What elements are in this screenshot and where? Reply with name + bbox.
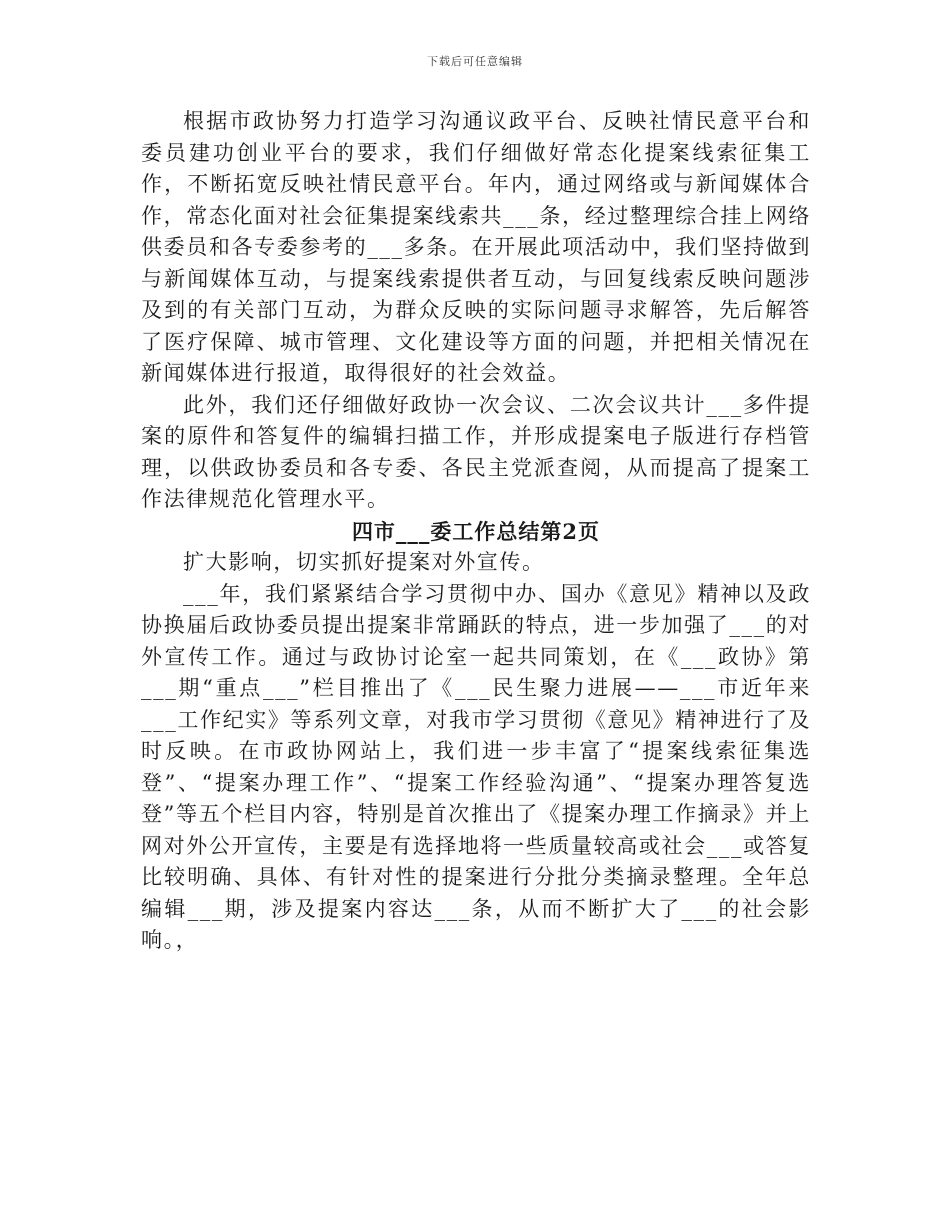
paragraph-proposal-clues: 根据市政协努力打造学习沟通议政平台、反映社情民意平台和委员建功创业平台的要求，我们仔细做好常态化提案线索征集工作，不断拓宽反映社情民意平台。年内，通过网络或与新闻媒体合作，常态化面对社会征集提案线索共___条，经过整理综合挂上网络供委员和各专委参考的___多条。在开展此项活动中，我们坚持做到与新闻媒体互动，与提案线索提供者互动，与回复线索反映问题涉及到的有关部门互动，为群众反映的实际问题寻求解答，先后解答了医疗保障、城市管理、文化建设等方面的问题，并把相关情况在新闻媒体进行报道，取得很好的社会效益。: [141, 109, 811, 385]
paragraph-publicity-heading: 扩大影响，切实抓好提案对外宣传。: [183, 550, 545, 574]
page-header: 下载后可任意编辑: [427, 55, 523, 68]
document-body: [141, 106, 811, 957]
section-title: 四市___委工作总结第2页: [351, 518, 601, 544]
paragraph-scanning-archive: 此外，我们还仔细做好政协一次会议、二次会议共计___多件提案的原件和答复件的编辑扫描工作，并形成提案电子版进行存档管理，以供政协委员和各专委、各民主党派查阅，从而提高了提案工作法律规范化管理水平。: [141, 392, 811, 511]
paragraph-publicity-work: ___年，我们紧紧结合学习贯彻中办、国办《意见》精神以及政协换届后政协委员提出提案非常踊跃的特点，进一步加强了___的对外宣传工作。通过与政协讨论室一起共同策划，在《___政协》第___期“重点___”栏目推出了《___民生聚力进展——___市近年来___工作纪实》等系列文章，对我市学习贯彻《意见》精神进行了及时反映。在市政协网站上，我们进一步丰富了“提案线索征集选登”、“提案办理工作”、“提案工作经验沟通”、“提案办理答复选登”等五个栏目内容，特别是首次推出了《提案办理工作摘录》并上网对外公开宣传，主要是有选择地将一些质量较高或社会___或答复比较明确、具体、有针对性的提案进行分批分类摘录整理。全年总编辑___期，涉及提案内容达___条，从而不断扩大了___的社会影响。，: [141, 581, 811, 952]
